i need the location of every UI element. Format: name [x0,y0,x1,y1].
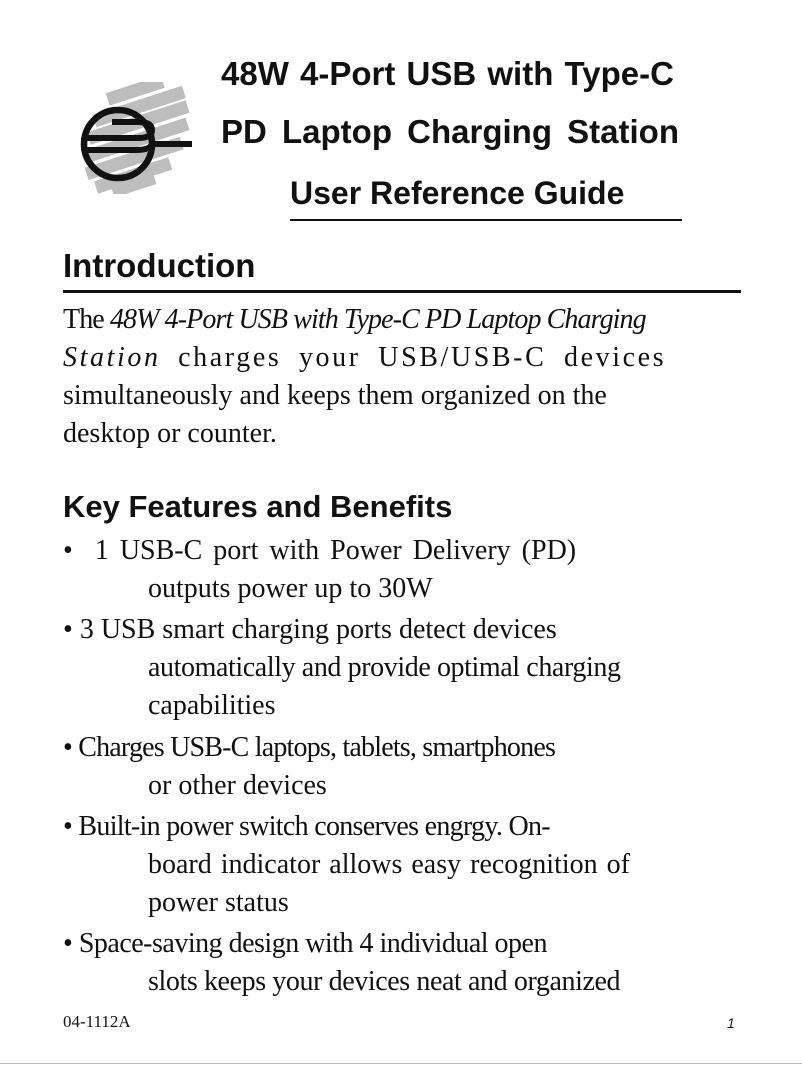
feature-2-line-1: 3 USB smart charging ports detect devices [79,614,557,645]
feature-5-line-2: slots keeps your devices neat and organized [148,966,621,997]
page-edge-divider [0,1063,802,1064]
key-features-heading: Key Features and Benefits [63,489,453,524]
feature-3-line-2: or other devices [148,770,327,801]
feature-3-line-1: Charges USB-C laptops, tablets, smartphones [78,732,556,763]
feature-item-2 [63,611,557,649]
feature-2-line-3: capabilities [148,690,276,721]
introduction-rule [63,290,741,293]
bullet-icon: • [63,928,73,959]
feature-item-3 [63,729,555,767]
feature-1-line-1: 1 USB-C port with Power Delivery (PD) [94,535,577,566]
introduction-line-3: simultaneously and keeps them organized on the [63,380,607,411]
feature-2-line-2: automatically and provide optimal charging [148,652,621,683]
siig-logo-icon [72,82,198,194]
introduction-line-2 [63,339,743,377]
feature-4-line-1: Built-in power switch conserves engrgy. On- [78,811,550,842]
feature-1-line-2: outputs power up to 30W [148,573,433,604]
subtitle-underline [290,219,682,221]
product-name-part-2: Station [63,342,161,373]
document-subtitle: User Reference Guide [290,175,625,211]
bullet-icon: • [63,811,73,842]
page-number: 1 [727,1015,735,1031]
bullet-icon: • [63,614,73,645]
document-title-line-1: 48W 4-Port USB with Type-C [221,55,674,92]
product-name-part-1: 48W 4-Port USB with Type-C PD Laptop Charging [109,304,646,335]
introduction-line-4: desktop or counter. [63,418,277,449]
intro-line-2-text: charges your USB/USB-C devices [160,342,667,373]
feature-item-4 [63,808,550,846]
feature-4-line-2: board indicator allows easy recognition of [148,849,630,880]
feature-item-1 [63,532,576,570]
introduction-line-1 [63,301,743,339]
intro-lead: The [63,304,110,335]
document-title-line-2: PD Laptop Charging Station [221,113,679,150]
introduction-heading: Introduction [63,247,256,284]
feature-4-line-3: power status [148,887,289,918]
bullet-icon: • [63,535,73,566]
feature-item-5 [63,925,547,963]
bullet-icon: • [63,732,73,763]
feature-5-line-1: Space-saving design with 4 individual open [78,928,547,959]
document-code: 04-1112A [63,1012,131,1031]
